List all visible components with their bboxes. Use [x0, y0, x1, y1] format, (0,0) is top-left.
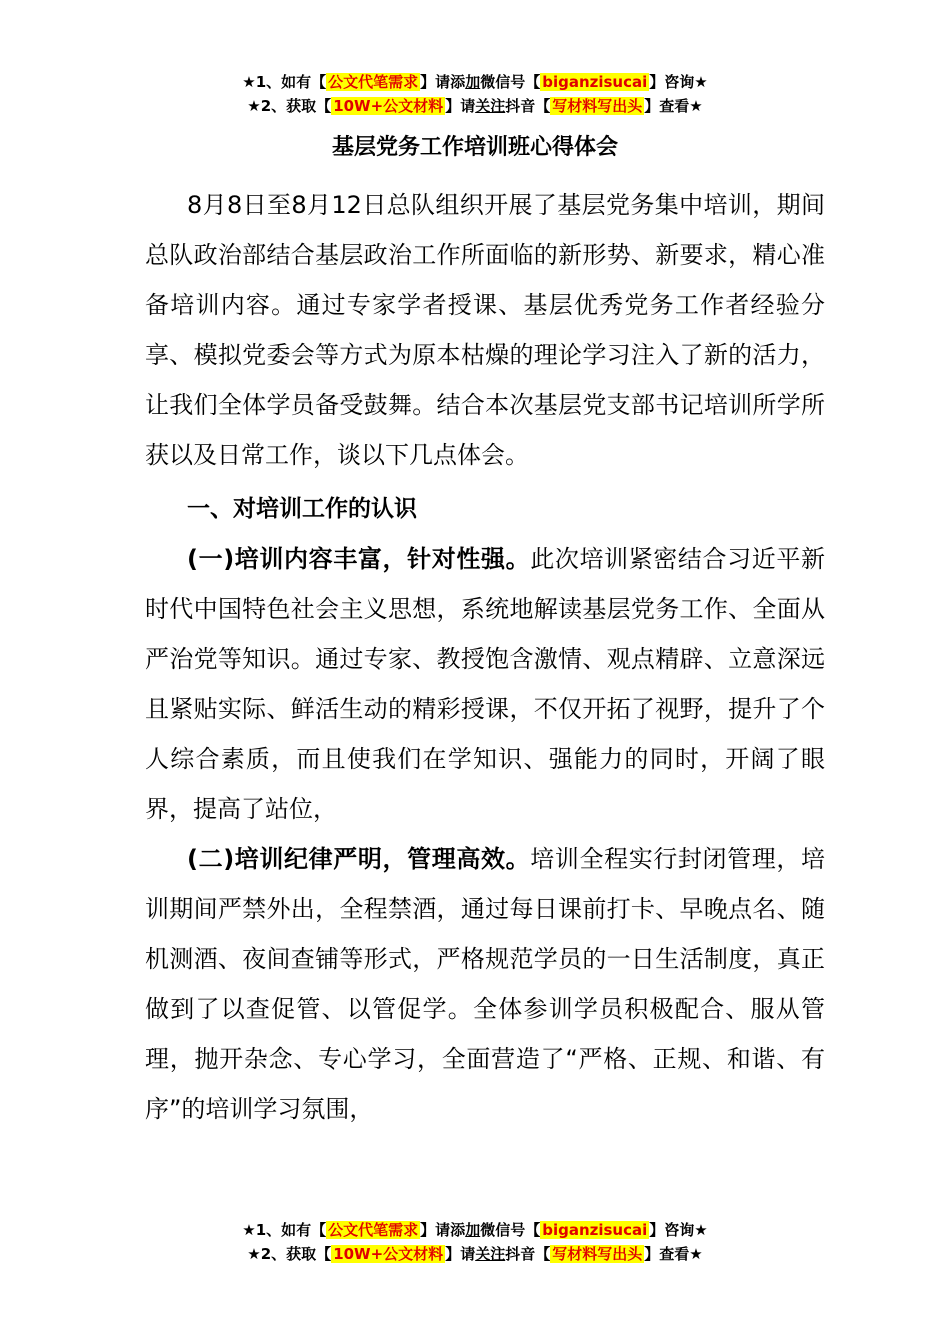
point-1-paragraph	[145, 534, 825, 834]
point-1-lead: (一)培训内容丰富，针对性强。	[187, 545, 531, 573]
banner-line-1: ★1、如有【 公文代笔需求 】请添加微信号【 biganzisucai 】咨询★	[242, 73, 708, 91]
document-body	[145, 180, 825, 1134]
highlight-service: 公文代笔需求	[328, 73, 419, 91]
header-banner	[0, 70, 950, 118]
intro-paragraph: 8月8日至8月12日总队组织开展了基层党务集中培训，期间总队政治部结合基层政治工作所面临的新形势、新要求，精心准备培训内容。通过专家学者授课、基层优秀党务工作者经验分享、模拟党委会等方式为原本枯燥的理论学习注入了新的活力，让我们全体学员备受鼓舞。结合本次基层党支部书记培训所学所获以及日常工作，谈以下几点体会。	[145, 191, 825, 469]
highlight-materials: 10W+公文材料	[333, 97, 444, 115]
section-heading: 一、对培训工作的认识	[187, 496, 417, 522]
document-title: 基层党务工作培训班心得体会	[331, 135, 618, 160]
highlight-service: 公文代笔需求	[328, 1221, 419, 1239]
highlight-materials: 10W+公文材料	[333, 1245, 444, 1263]
banner-line-2: ★2、获取【 10W+公文材料 】请关注抖音【 写材料写出头 】查看★	[247, 1245, 703, 1263]
footer-banner	[0, 1218, 950, 1266]
point-2-lead: (二)培训纪律严明，管理高效。	[187, 845, 531, 873]
point-1-text: 此次培训紧密结合习近平新时代中国特色社会主义思想，系统地解读基层党务工作、全面从严治党等知识。通过专家、教授饱含激情、观点精辟、立意深远且紧贴实际、鲜活生动的精彩授课，不仅开拓了视野，提升了个人综合素质，而且使我们在学知识、强能力的同时，开阔了眼界，提高了站位，	[145, 545, 826, 823]
banner-line-1: ★1、如有【 公文代笔需求 】请添加微信号【 biganzisucai 】咨询★	[242, 1221, 708, 1239]
banner-line-2: ★2、获取【 10W+公文材料 】请关注抖音【 写材料写出头 】查看★	[247, 97, 703, 115]
highlight-douyin: 写材料写出头	[552, 97, 643, 115]
point-2-text: 培训全程实行封闭管理，培训期间严禁外出，全程禁酒，通过每日课前打卡、早晚点名、随机测酒、夜间查铺等形式，严格规范学员的一日生活制度，真正做到了以查促管、以管促学。全体参训学员积极配合、服从管理，抛开杂念、专心学习，全面营造了“严格、正规、和谐、有序”的培训学习氛围，	[145, 845, 826, 1123]
point-2-paragraph	[145, 834, 825, 1134]
highlight-wechat-id: biganzisucai	[542, 1221, 648, 1239]
highlight-wechat-id: biganzisucai	[542, 73, 648, 91]
highlight-douyin: 写材料写出头	[552, 1245, 643, 1263]
